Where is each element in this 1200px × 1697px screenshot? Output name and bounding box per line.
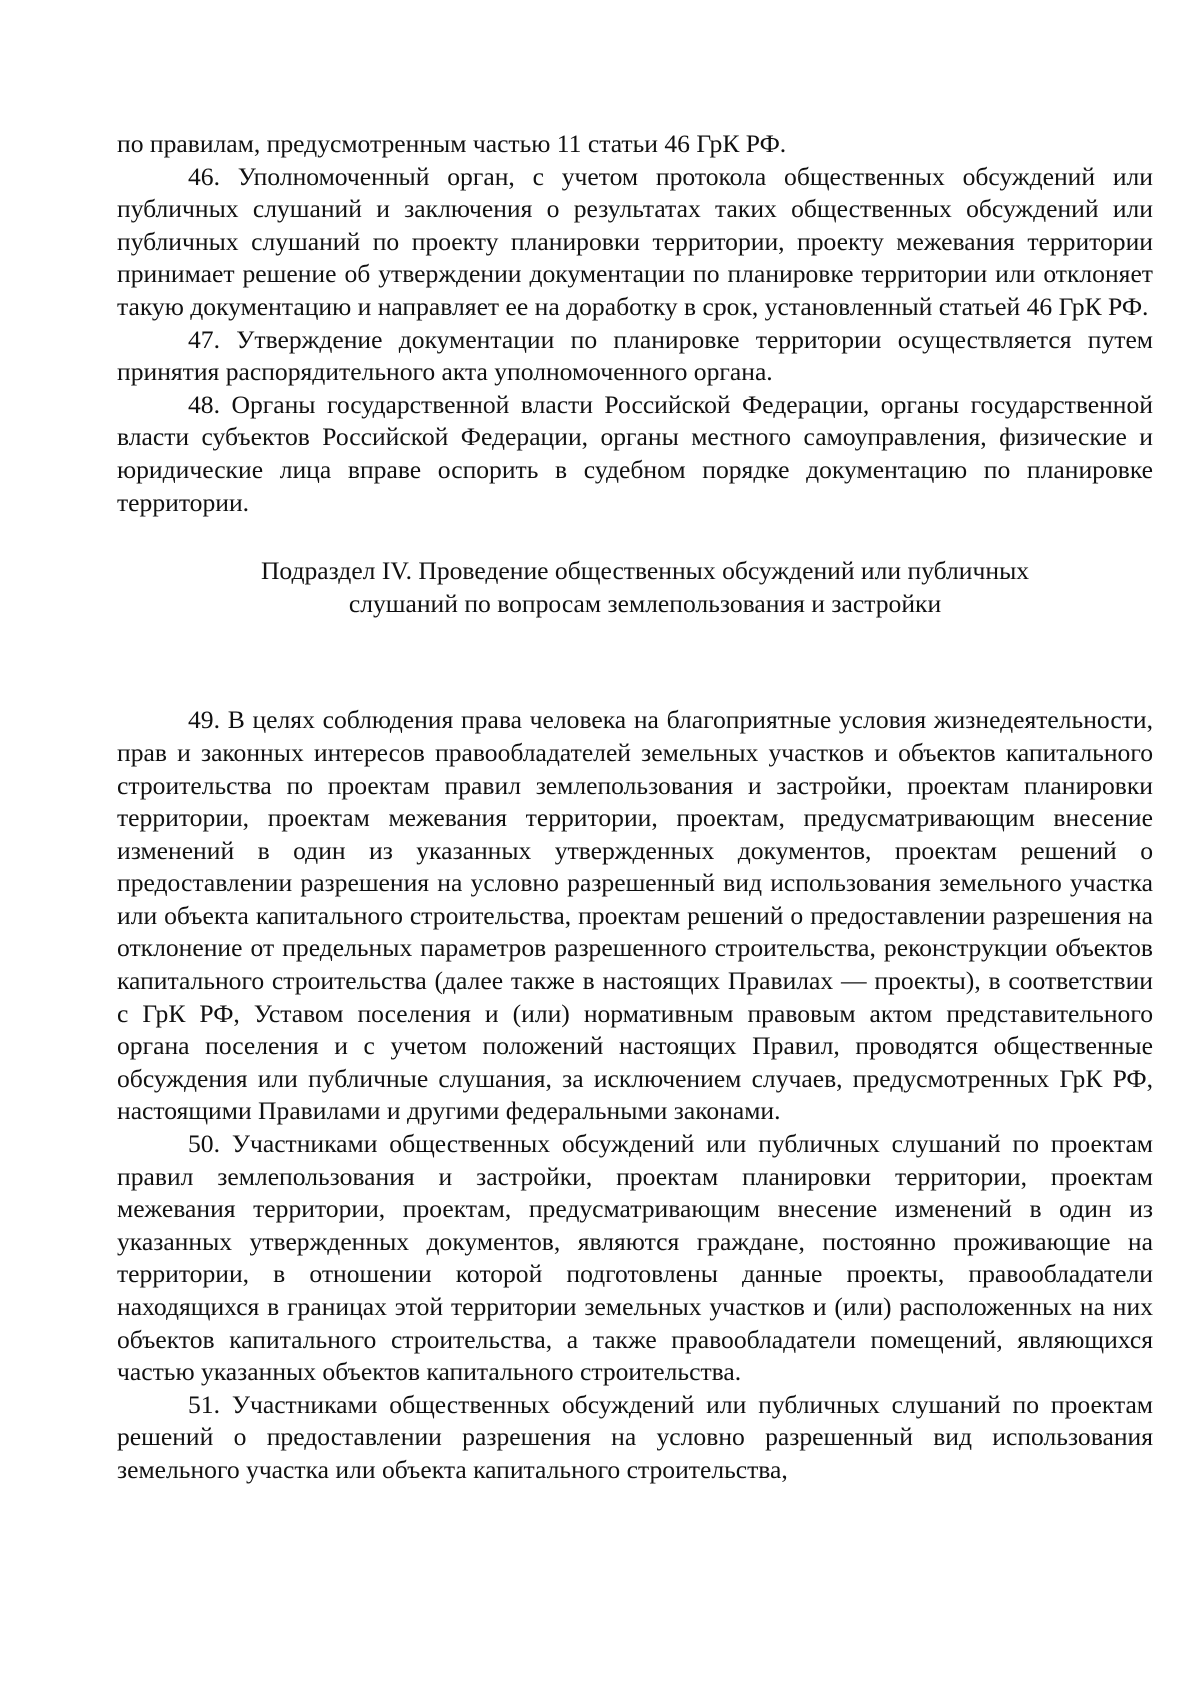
paragraph-49: 49. В целях соблюдения права человека на благоприятные условия жизнедеятельности, прав и законных интересов правообладателей земельных участков и объектов капитального строительства по проектам правил землепользования и застройки, проектам планировки территории, проектам межевания территории, проектам, предусматривающим внесение изменений в один из указанных утвержденных документов, проектам решений о предоставлении разрешения на условно разрешенный вид использования земельного участка или объекта капитального строительства, проектам решений о предоставлении разрешения на отклонение от предельных параметров разрешенного строительства, реконструкции объектов капитального строительства (далее также в настоящих Правилах — проекты), в соответствии с ГрК РФ, Уставом поселения и (или) нормативным правовым актом представительного органа поселения и с учетом положений настоящих Правил, проводятся общественные обсуждения или публичные слушания, за исключением случаев, предусмотренных ГрК РФ, настоящими Правилами и другими федеральными законами. [117, 705, 1153, 1126]
heading-spacer [117, 620, 1153, 704]
paragraph-48: 48. Органы государственной власти Российской Федерации, органы государственной власти субъектов Российской Федерации, органы местного самоуправления, физические и юридические лица вправе оспорить в судебном порядке документацию по планировке территории. [117, 389, 1153, 517]
section-heading-line-2: слушаний по вопросам землепользования и застройки [348, 588, 942, 618]
paragraph-51: 51. Участниками общественных обсуждений или публичных слушаний по проектам решений о предоставлении разрешения на условно разрешенный вид использования земельного участка или объекта капитального строительства, [117, 1389, 1153, 1484]
paragraph-50: 50. Участниками общественных обсуждений или публичных слушаний по проектам правил землепользования и застройки, проектам планировки территории, проектам межевания территории, проектам, предусматривающим внесение изменений в один из указанных утвержденных документов, являются граждане, постоянно проживающие на территории, в отношении которой подготовлены данные проекты, правообладатели находящихся в границах этой территории земельных участков и (или) расположенных на них объектов капитального строительства, а также правообладатели помещений, являющихся частью указанных объектов капитального строительства. [117, 1129, 1153, 1387]
section-heading-line-1: Подраздел IV. Проведение общественных обсуждений или публичных [260, 556, 1030, 586]
paragraph-47: 47. Утверждение документации по планировке территории осуществляется путем принятия распорядительного акта уполномоченного органа. [117, 324, 1153, 387]
paragraph-continuation: по правилам, предусмотренным частью 11 статьи 46 ГрК РФ. [117, 129, 787, 158]
document-page [117, 128, 1153, 1487]
paragraph-46: 46. Уполномоченный орган, с учетом протокола общественных обсуждений или публичных слушаний и заключения о результатах таких общественных обсуждений или публичных слушаний по проекту планировки территории, проекту межевания территории принимает решение об утверждении документации по планировке территории или отклоняет такую документацию и направляет ее на доработку в срок, установленный статьей 46 ГрК РФ. [117, 161, 1153, 321]
section-heading [117, 555, 1153, 620]
